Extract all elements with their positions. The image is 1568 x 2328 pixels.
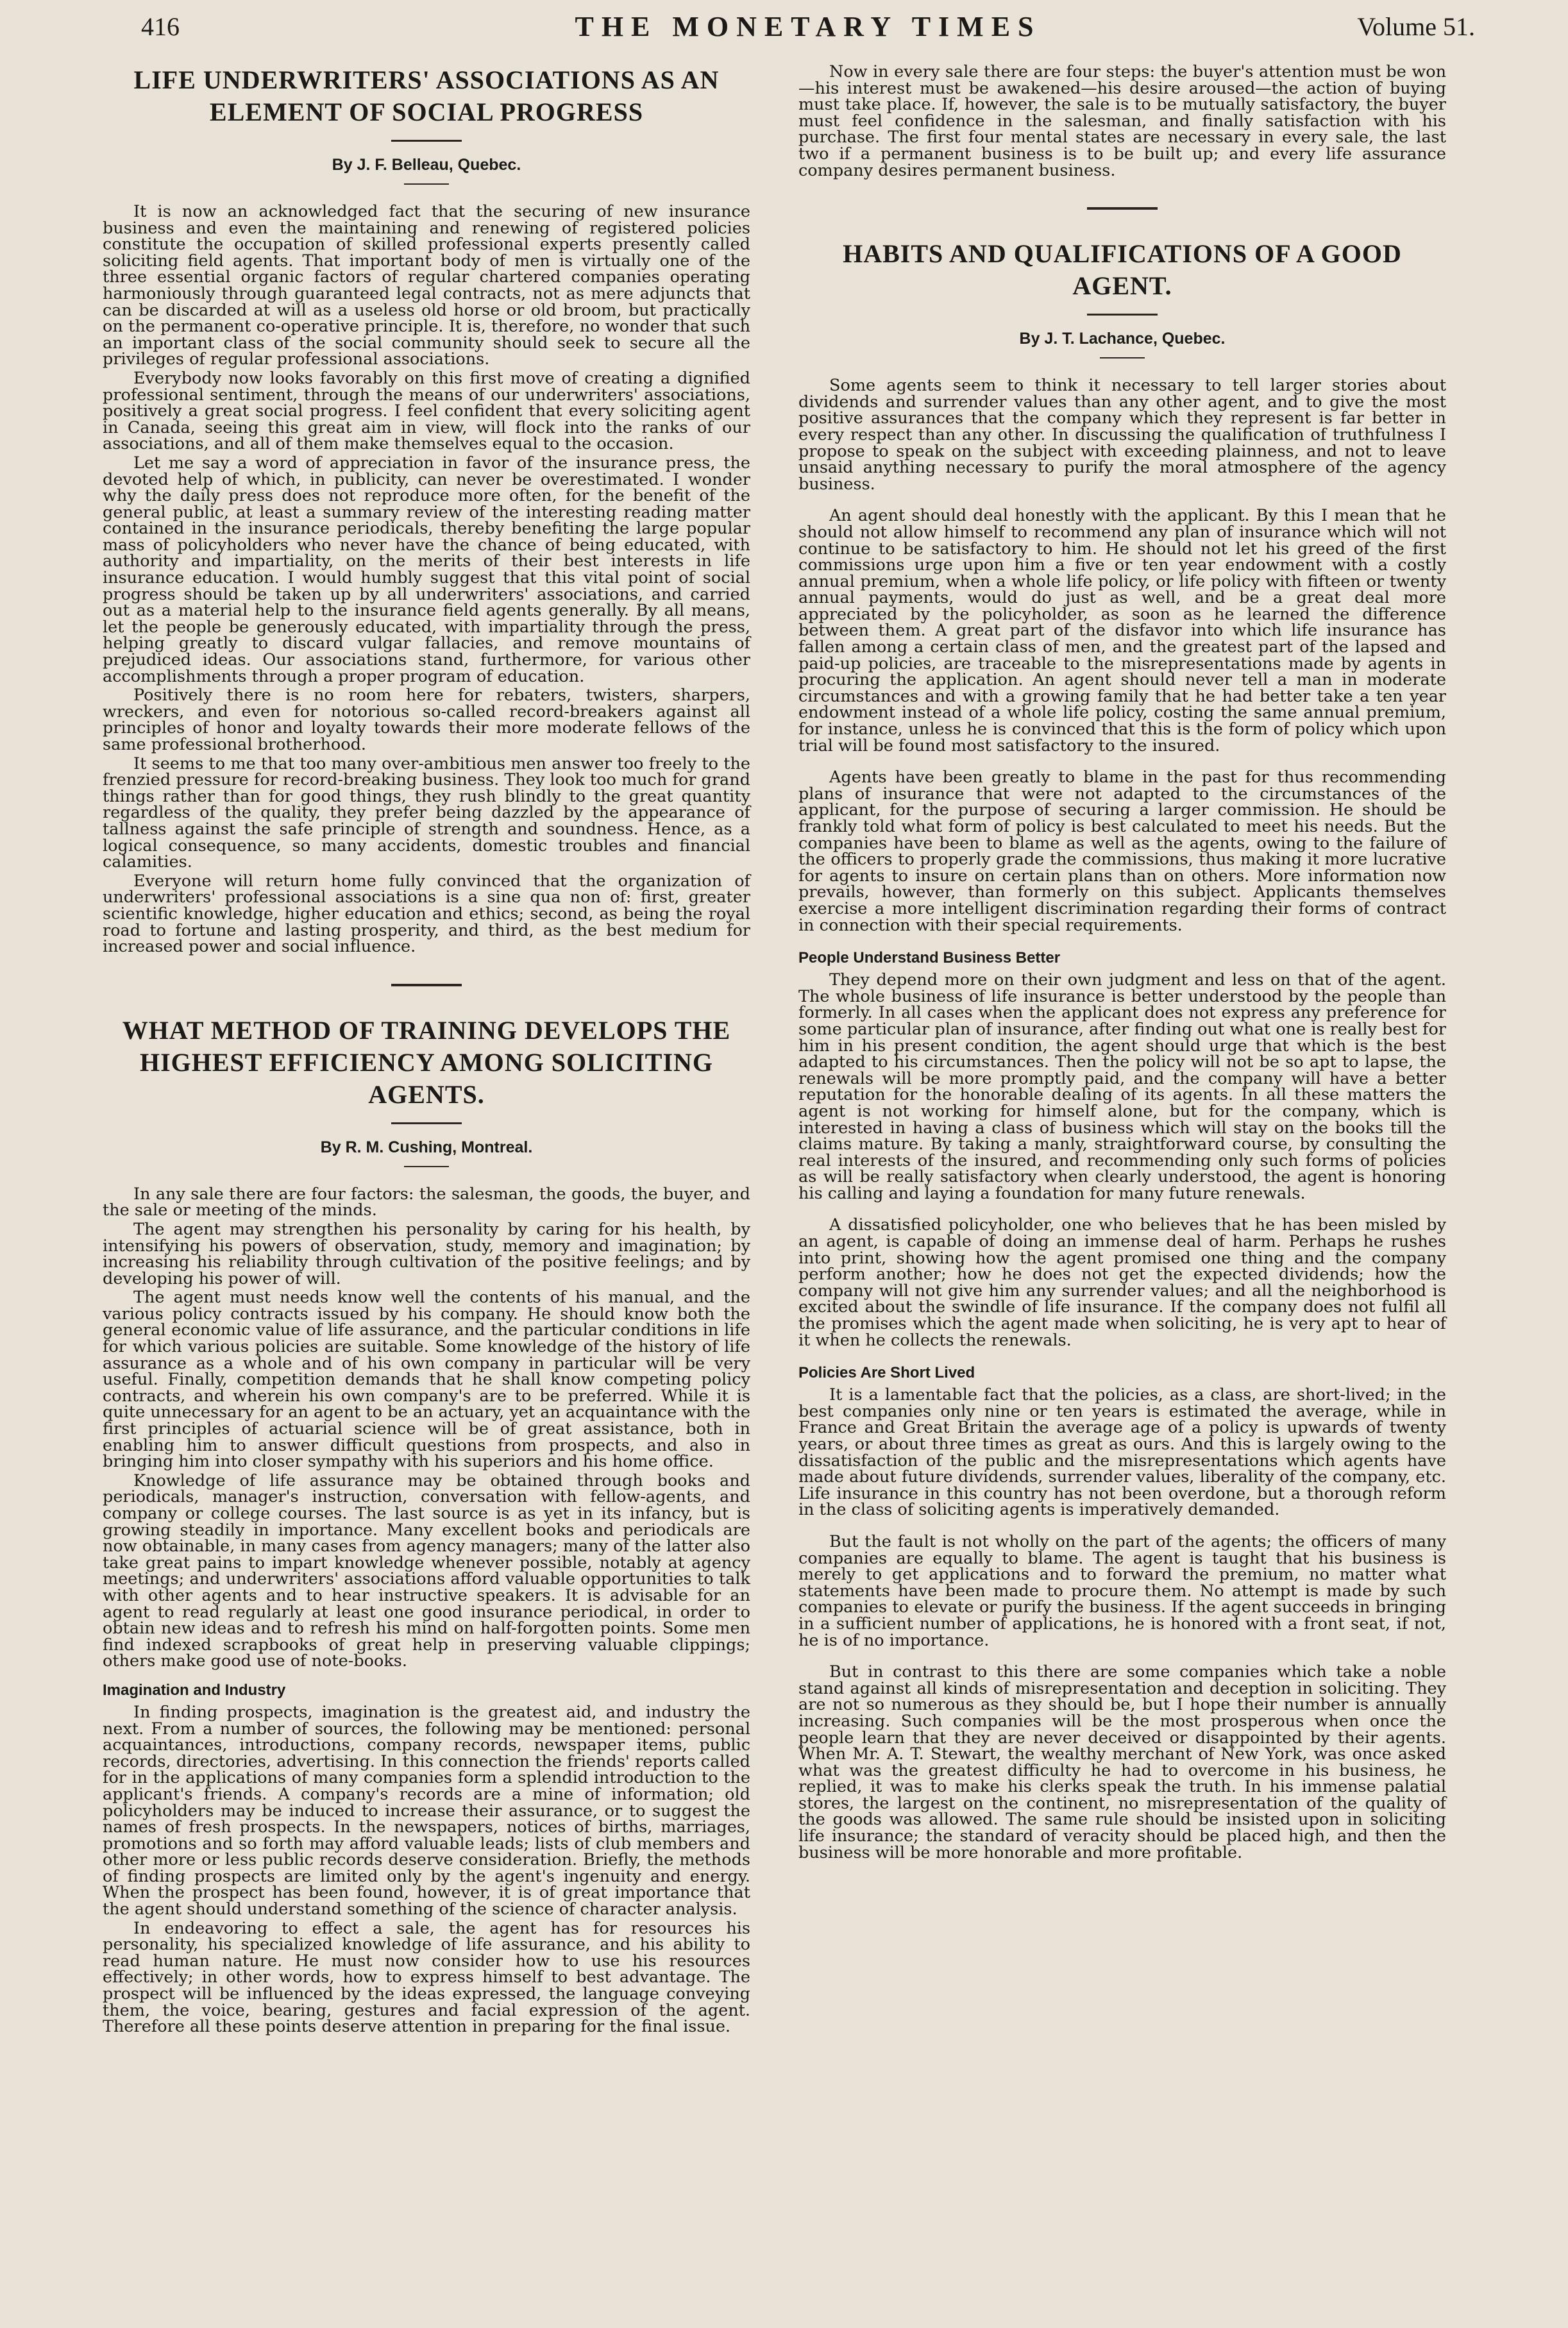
paragraph: A dissatisfied policyholder, one who believes that he has been misled by an agent, is capable of doing an immense deal of harm. Perhaps he rushes into print, showing how the agent promised one thing and the company perform another; how he does not get the expected dividends; how the company will not give him any surrender values; and all the neighborhood is excited about the swindle of life insurance. If the company does not fulfil all the promises which the agent made when soliciting, he is very apt to hear of it when he collects the renewals.	[798, 1215, 1446, 1350]
paragraph: Everybody now looks favorably on this first move of creating a dignified professional sentiment, through the means of our underwriters' associations, positively a great social progress. I feel confident that every soliciting agent in Canada, seeing this great aim in view, will flock into the ranks of our associations, and all of them make themselves equal to the occasion.	[103, 368, 750, 454]
article-title: WHAT METHOD OF TRAINING DEVELOPS THE HIGHEST EFFICIENCY AMONG SOLICITING AGENTS.	[122, 1015, 731, 1109]
paragraph: The agent may strengthen his personality by caring for his health, by intensifying his powers of observation, study, memory and imagination; by increasing his reliability through cultivation of the positive feelings; and by developing his power of will.	[103, 1219, 750, 1288]
paragraph: But the fault is not wholly on the part of the agents; the officers of many companies are equally to blame. The agent is taught that his business is merely to get applications and to forward the premium, no matter what statements have been made to procure them. No attempt is made by such companies to elevate or purify the business. If the agent succeeds in bringing in a sufficient number of applications, he is honored with a front seat, if not, he is of no importance.	[798, 1531, 1446, 1650]
paragraph: Now in every sale there are four steps: the buyer's attention must be won—his interest must be awakened—his desire aroused—the action of buying must take place. If, however, the sale is to be mutually satisfactory, the buyer must feel confidence in the salesman, and finally satisfaction with his purchase. The first four mental states are necessary in every sale, the last two if a permanent business is to be built up; and every life assurance company desires permanent business.	[798, 62, 1446, 180]
paragraph: In finding prospects, imagination is the greatest aid, and industry the next. From a number of sources, the following may be mentioned: personal acquaintances, introductions, company records, newspaper items, public records, directories, advertising. In this connection the friends' reports called for in the applications of many companies form a splendid introduction to the applicant's friends. A company's records are a mine of information; old policyholders may be induced to increase their assurance, or to suggest the names of fresh prospects. In the newspapers, notices of births, marriages, promotions and so forth may afford valuable leads; lists of club members and other more or less public records deserve consideration. Briefly, the methods of finding prospects are limited only by the agent's ingenuity and energy. When the prospect has been found, however, it is of great importance that the agent should understand something of the science of character analysis.	[103, 1702, 750, 1919]
article-divider	[1087, 207, 1158, 210]
volume-label: Volume 51.	[1357, 12, 1475, 41]
paragraph: Some agents seem to think it necessary to tell larger stories about dividends and surrender values than any other agent, and to give the most positive assurances that the company which they represent is far better in every respect than any other. In discussing the qualification of truthfulness I propose to speak on the subject with exceeding plainness, and not to leave unsaid anything necessary to purify the moral atmosphere of the agency business.	[798, 376, 1446, 494]
byline: By J. F. Belleau, Quebec.	[332, 156, 521, 174]
paragraph: Knowledge of life assurance may be obtained through books and periodicals, manager's instruction, conversation with fellow-agents, and company or college courses. The last source is as yet in its infancy, but is growing steadily in importance. Many excellent books and periodicals are now obtainable, in many cases from agency managers; many of the latter also take great pains to impart knowledge whenever possible, notably at agency meetings; and underwriters' associations afford valuable opportunities to talk with other agents and to hear instructive speakers. It is advisable for an agent to read regularly at least one good insurance periodical, in order to obtain new ideas and to refresh his mind on half-forgotten points. Some men find indexed scrapbooks of great help in preserving valuable clippings; others make good use of note-books.	[103, 1471, 750, 1671]
byline: By J. T. Lachance, Quebec.	[1019, 330, 1226, 348]
paragraph: Let me say a word of appreciation in favor of the insurance press, the devoted help of which, in publicity, can never be overestimated. I wonder why the daily press does not reproduce more often, for the benefit of the general public, at least a summary review of the interesting reading matter contained in the insurance periodicals, thereby benefiting the large popular mass of policyholders who never have the chance of being educated, with authority and impartiality, on the merits of their best interests in life insurance education. I would humbly suggest that this vital point of social progress should be taken up by all underwriters' associations, and carried out as a material help to the insurance field agents generally. By all means, let the people be generously educated, with impartiality through the press, helping greatly to discard vulgar fallacies, and remove mountains of prejudiced ideas. Our associations stand, furthermore, for various other accomplishments through a proper program of education.	[103, 453, 750, 686]
title-rule	[391, 140, 462, 142]
byline-rule	[404, 1166, 449, 1167]
right-column	[798, 64, 1446, 1864]
article-training	[103, 1015, 750, 2036]
paragraph: It is now an acknowledged fact that the securing of new insurance business and even the maintaining and renewing of registered policies constitute the occupation of skilled professional experts presently called soliciting field agents. That important body of men is virtually one of the three essential organic factors of regular chartered companies operating harmoniously through guaranteed legal contracts, not as mere adjuncts that can be discarded at will as a useless old horse or old broom, but practically on the permanent co-operative principle. It is, therefore, no wonder that such an important class of the social community should seek to secure all the privileges of regular professional associations.	[103, 202, 750, 369]
paragraph: It is a lamentable fact that the policies, as a class, are short-lived; in the best companies only nine or ten years is estimated the average, while in France and Great Britain the average age of a policy is upwards of twenty years, or about three times as great as ours. And this is largely owing to the dissatisfaction of the public and the misrepresentations which agents have made about future dividends, surrender values, liberality of the company, etc. Life insurance in this country has not been overdone, but a thorough reform in the class of soliciting agents is imperatively demanded.	[798, 1385, 1446, 1520]
paragraph: The agent must needs know well the contents of his manual, and the various policy contracts issued by his company. He should know both the general economic value of life assurance, and the particular conditions in life for which various policies are suitable. Some knowledge of the history of life assurance as a whole and of his own company in particular will be very useful. Finally, competition demands that he shall know competing policy contracts, and wherein his own company's are to be preferred. While it is quite unnecessary for an agent to be an actuary, yet an acquaintance with the first principles of actuarial science will be of great assistance, both in enabling him to answer difficult questions from prospects, and also in bringing him into closer sympathy with his superiors and his home office.	[103, 1288, 750, 1472]
paragraph: They depend more on their own judgment and less on that of the agent. The whole business of life insurance is better understood by the people than formerly. In all cases when the applicant does not express any preference for some particular plan of insurance, after finding out what one is really best for him in his present condition, the agent should urge that which is the best adapted to his circumstances. Then the policy will not be so apt to lapse, the renewals will be more promptly paid, and the company will have a better reputation for the honorable dealing of its agents. In all these matters the agent is not working for himself alone, but for the company, which is interested in having a class of business which will stay on the books till the claims mature. By taking a manly, straightforward course, by consulting the real interests of the insured, and recommending only such forms of policies as will be really satisfactory when clearly understood, the agent is honoring his calling and laying a foundation for many future renewals.	[798, 970, 1446, 1203]
byline-rule	[1100, 357, 1145, 358]
page-header	[135, 6, 1481, 51]
paragraph: It seems to me that too many over-ambitious men answer too freely to the frenzied pressure for record-breaking business. They look too much for grand things rather than for good things, they rush blindly to the great quantity regardless of the quality, they prefer being dazzled by the appearance of tallness against the safe principle of strength and soundness. Hence, as a logical consequence, so many accidents, domestic troubles and financial calamities.	[103, 754, 750, 872]
section-subhead: Imagination and Industry	[103, 1681, 286, 1699]
article-divider	[391, 984, 462, 986]
section-subhead: People Understand Business Better	[798, 949, 1061, 967]
article-life-underwriters	[103, 64, 750, 956]
section-subhead: Policies Are Short Lived	[798, 1364, 975, 1382]
article-habits	[798, 238, 1446, 1861]
title-rule	[391, 1122, 462, 1124]
title-rule	[1087, 314, 1158, 316]
paragraph: Agents have been greatly to blame in the past for thus recommending plans of insurance that were not adapted to the circumstances of the applicant, for the purpose of securing a larger commission. He should be frankly told what form of policy is best calculated to meet his needs. But the companies have been to blame as well as the agents, owing to the failure of the officers to properly grade the commissions, thus making it more lucrative for agents to insure on certain plans than on others. More information now prevails, however, than formerly on this subject. Applicants themselves exercise a more intelligent discrimination regarding their forms of contract in connection with their special requirements.	[798, 768, 1446, 935]
publication-title: THE MONETARY TIMES	[575, 11, 1041, 42]
paragraph: In any sale there are four factors: the salesman, the goods, the buyer, and the sale or meeting of the minds.	[103, 1184, 750, 1220]
article-title: LIFE UNDERWRITERS' ASSOCIATIONS AS AN ELEMENT OF SOCIAL PROGRESS	[133, 65, 720, 126]
left-column	[103, 64, 750, 2038]
paragraph: But in contrast to this there are some companies which take a noble stand against all kinds of misrepresentation and deception in soliciting. They are not so numerous as they should be, but I hope their number is annually increasing. Such companies will be the most prosperous when once the people learn that they are never deceived or disappointed by their agents. When Mr. A. T. Stewart, the wealthy merchant of New York, was once asked what was the greatest difficulty he had to overcome in his business, he replied, it was to make his clerks speak the truth. In his immense palatial stores, the largest on the continent, no misrepresentation of the quality of the goods was allowed. The same rule should be insisted upon in soliciting life insurance; the standard of veracity should be placed high, and then the business will be more honorable and more profitable.	[798, 1662, 1446, 1862]
paragraph: Everyone will return home fully convinced that the organization of underwriters' professional associations is a sine qua non of: first, greater scientific knowledge, higher education and ethics; second, as being the royal road to fortune and lasting prosperity, and third, as the best medium for increased power and social influence.	[103, 871, 750, 957]
byline-rule	[404, 183, 449, 185]
page-number: 416	[141, 12, 180, 41]
paragraph: In endeavoring to effect a sale, the agent has for resources his personality, his specialized knowledge of life assurance, and his ability to read human nature. He must now consider how to use his resources effectively; in other words, how to express himself to best advantage. The prospect will be influenced by the ideas expressed, the language conveying them, the voice, bearing, gestures and facial expression of the agent. Therefore all these points deserve attention in preparing for the final issue.	[103, 1918, 750, 2037]
paragraph: An agent should deal honestly with the applicant. By this I mean that he should not allow himself to recommend any plan of insurance which will not continue to be satisfactory to him. He should not let his greed of the first commissions urge upon him a five or ten year endowment with a costly annual premium, when a whole life policy, or life policy with fifteen or twenty annual payments, would do just as well, and be a great deal more appreciated by the policyholder, as soon as he learned the difference between them. A great part of the disfavor into which life insurance has fallen among a certain class of men, and the greatest part of the lapsed and paid-up policies, are traceable to the misrepresentations made by agents in procuring the application. An agent should never tell a man in moderate circumstances and with a growing family that he had better take a ten year endowment instead of a whole life policy, costing the same annual premium, for instance, unless he is convinced that this is the form of policy which upon trial will be found most satisfactory to the insured.	[798, 506, 1446, 755]
paragraph: Positively there is no room here for rebaters, twisters, sharpers, wreckers, and even for notorious so-called record-breakers against all principles of honor and loyalty towards their more moderate fellows of the same professional brotherhood.	[103, 686, 750, 754]
article-title: HABITS AND QUALIFICATIONS OF A GOOD AGENT.	[843, 239, 1402, 301]
byline: By R. M. Cushing, Montreal.	[320, 1138, 533, 1156]
